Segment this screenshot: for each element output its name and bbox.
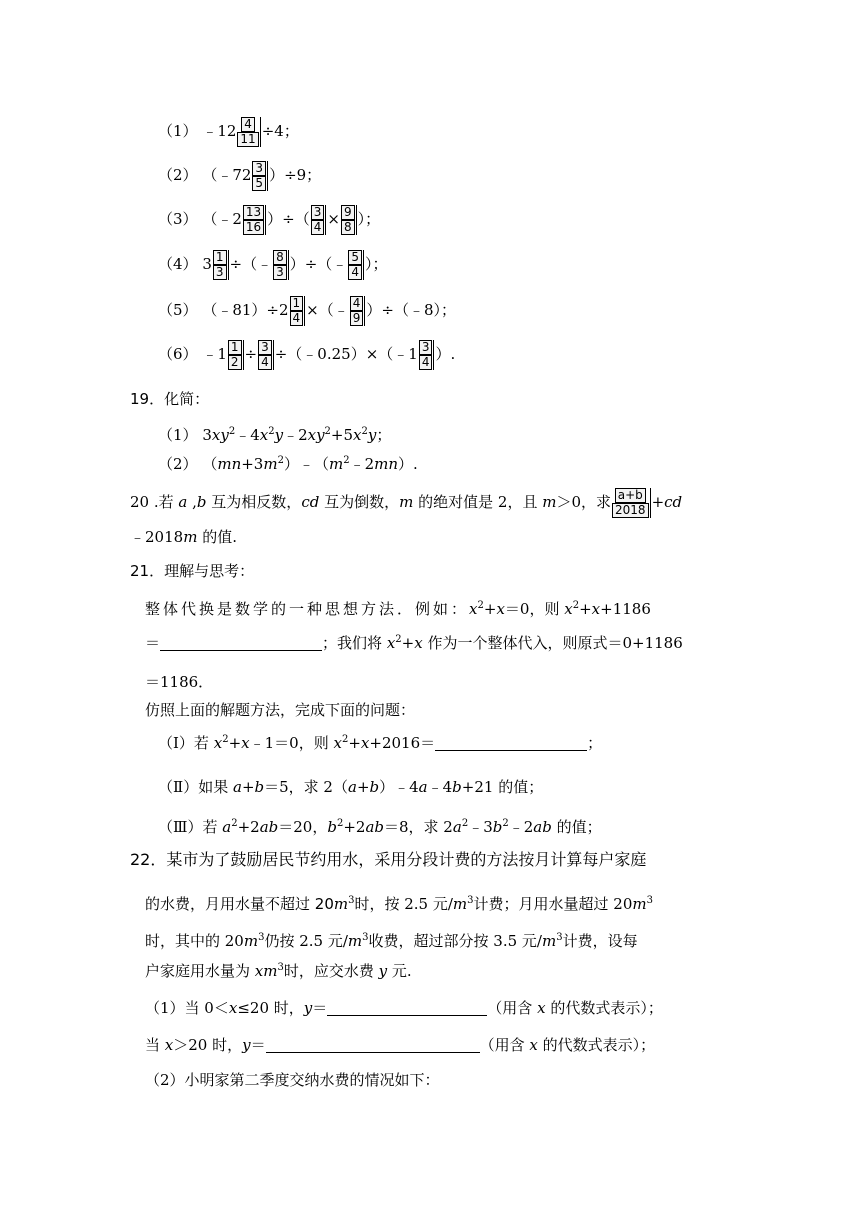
expr-text: ﹣2 xyxy=(349,455,375,473)
q22-text: 收费，超过部分按 3.5 元/ xyxy=(368,932,542,950)
q21-text: +2 xyxy=(237,818,260,836)
q22-text: 计费；月用水量超过 20 xyxy=(473,895,633,913)
q19-title: 19．化简： xyxy=(130,390,210,408)
q22-text: 户家庭用水量为 xyxy=(145,962,251,980)
denominator: 4 xyxy=(290,311,304,326)
expr-text: ）. xyxy=(398,455,418,473)
fraction xyxy=(419,340,435,370)
expr-text: ）÷9； xyxy=(269,166,322,185)
numerator: 3 xyxy=(311,205,325,220)
part-label: （4） xyxy=(158,255,198,274)
fraction xyxy=(273,250,289,280)
q21-text: 的值； xyxy=(556,818,602,836)
q21-text: 整体代换是数学的一种思想方法．例如： xyxy=(145,600,470,618)
denominator: 4 xyxy=(348,265,362,280)
q20-number: 20 .若 xyxy=(130,493,174,512)
expr-text: ﹣1 xyxy=(202,345,227,364)
q22-text: 的代数式表示）； xyxy=(550,999,663,1017)
numerator: 4 xyxy=(241,117,255,132)
numerator: a+b xyxy=(615,488,646,503)
expr-text: （﹣81）÷2 xyxy=(202,301,289,320)
expr-text: ）÷（﹣8）； xyxy=(366,301,457,320)
fraction xyxy=(243,205,266,235)
expr-text: ）÷（﹣ xyxy=(289,255,348,274)
q22-part-1b: 当 x＞20 时，y＝ （用含 x 的代数式表示）； xyxy=(145,1036,656,1054)
q21-text: +1186 xyxy=(600,600,651,618)
q21-text: 作为一个整体代入，则原式＝0+1186 xyxy=(427,634,683,652)
answer-blank[interactable] xyxy=(435,736,587,751)
q22-text: 时，应交水费 xyxy=(283,962,374,980)
q22-text: ＝ xyxy=(250,1036,266,1054)
fraction xyxy=(290,296,306,326)
q22-line-2: 的水费，月用水量不超过 $20m^3$时，按 2.5 元$/m^3$计费；月用水量超过 $20m^3$ xyxy=(145,895,653,913)
denominator: 4 xyxy=(419,355,433,370)
answer-blank[interactable] xyxy=(266,1038,480,1053)
q21-text: ； xyxy=(587,734,603,752)
q18-part-5 xyxy=(158,296,456,326)
q21-text: ﹣3 xyxy=(468,818,493,836)
denominator: 3 xyxy=(213,265,227,280)
denominator: 16 xyxy=(243,220,264,235)
fraction xyxy=(228,340,244,370)
expr-text: ）； xyxy=(357,210,381,229)
q22-part-1: （1）当 0＜x≤20 时，y＝ （用含 x 的代数式表示）； xyxy=(145,999,663,1017)
q21-line-2: ＝ ；我们将 $x^2+x$ 作为一个整体代入，则原式＝0+1186 xyxy=(145,634,683,652)
answer-blank[interactable] xyxy=(327,1001,487,1016)
div-sign: ÷ xyxy=(244,345,258,364)
q22-line-1: 22．某市为了鼓励居民节约用水，采用分段计费的方法按月计算每户家庭 xyxy=(130,850,647,869)
expr-text: ）÷（ xyxy=(267,210,310,229)
q21-text: +2016＝ xyxy=(369,734,436,752)
expr-text: ）﹣（ xyxy=(283,455,329,473)
q22-text: （1）当 0＜ xyxy=(145,999,229,1017)
denominator: 5 xyxy=(252,176,266,191)
q21-text: ﹣1＝0，则 xyxy=(249,734,329,752)
fraction xyxy=(348,250,364,280)
expr-text: ）. xyxy=(435,345,456,364)
q21-line-3: ＝1186． xyxy=(145,673,214,691)
q18-part-2 xyxy=(158,161,321,191)
q22-part-2: （2）小明家第二季度交纳水费的情况如下： xyxy=(145,1071,440,1089)
q20-line-1: 20 .若 a ,b 互为相反数，cd 互为倒数，m 的绝对值是 2，且 m＞0，求 $\frac{a+b}{2018}$ +cd xyxy=(130,488,683,518)
times-sign: × xyxy=(327,210,340,229)
fraction xyxy=(612,488,651,518)
q20-text: ﹣2018 xyxy=(130,528,184,546)
numerator: 13 xyxy=(243,205,264,220)
q21-text: ＝8，求 2 xyxy=(384,818,453,836)
q21-text: ﹣2 xyxy=(508,818,534,836)
q18-part-4 xyxy=(158,250,387,280)
part-label: （3） xyxy=(158,210,198,229)
expr-text: +5 xyxy=(330,426,354,444)
expr-text: ﹣2 xyxy=(283,426,308,444)
numerator: 4 xyxy=(350,296,364,311)
q21-text: （Ⅱ）如果 xyxy=(158,778,229,796)
numerator: 1 xyxy=(213,250,227,265)
q21-text: ；我们将 xyxy=(322,634,383,652)
expr-text: +3 xyxy=(241,455,264,473)
denominator: 2018 xyxy=(612,503,649,518)
fraction xyxy=(252,161,268,191)
fraction xyxy=(350,296,366,326)
q21-title: 21．理解与思考： xyxy=(130,562,255,580)
numerator: 1 xyxy=(228,340,242,355)
expr-text: ÷（﹣0.25）×（﹣1 xyxy=(274,345,418,364)
expr-text: ÷4； xyxy=(261,122,299,141)
expr-text: ）； xyxy=(364,255,388,274)
fraction xyxy=(311,205,327,235)
q21-text: ＝5，求 2（ xyxy=(264,778,348,796)
expr-text: ÷（﹣ xyxy=(229,255,273,274)
q20-text: + xyxy=(651,493,665,512)
part-label: （1） xyxy=(158,122,198,141)
denominator: 11 xyxy=(237,132,258,147)
numerator: 8 xyxy=(273,250,287,265)
q20-text: ＞0，求 xyxy=(556,493,612,512)
q20-text: 互为相反数， xyxy=(211,493,302,512)
q21-text: ＝20， xyxy=(278,818,328,836)
denominator: 4 xyxy=(258,355,272,370)
q22-text: 的代数式表示）； xyxy=(542,1036,656,1054)
numerator: 9 xyxy=(341,205,355,220)
numerator: 3 xyxy=(252,161,266,176)
q19-part-1: （1） $3xy^2﹣4x^2y﹣2xy^2+5x^2y$； xyxy=(158,426,392,444)
expr-text: ； xyxy=(376,426,392,444)
numerator: 1 xyxy=(290,296,304,311)
expr-text: （﹣2 xyxy=(202,210,242,229)
fraction xyxy=(213,250,229,280)
q22-text: 元. xyxy=(391,962,412,980)
q22-text: ＝ xyxy=(312,999,328,1017)
expr-text: （ xyxy=(202,455,218,473)
q19-part-2: （2） $(mn+3m^2)﹣(m^2﹣2mn)$. xyxy=(158,455,418,473)
expr-text: 3 xyxy=(202,426,212,444)
q22-text: 仍按 2.5 元/ xyxy=(264,932,348,950)
q22-text: ≤20 时， xyxy=(237,999,304,1017)
expr-text: ﹣12 xyxy=(202,122,237,141)
q22-text: 当 xyxy=(145,1036,161,1054)
q21-text: ＝ xyxy=(145,634,161,652)
q21-text: ﹣4 xyxy=(427,778,453,796)
q22-text: ＞20 时， xyxy=(173,1036,243,1054)
expr-text: ×（﹣ xyxy=(306,301,349,320)
q21-part-i: （Ⅰ）若 $x^2+x﹣1=0$，则 $x^2+x+2016=$ ； xyxy=(158,734,603,752)
expr-text: ﹣4 xyxy=(235,426,260,444)
q21-text: ）﹣4 xyxy=(379,778,419,796)
part-label: （2） xyxy=(158,166,198,185)
expr-text: 3 xyxy=(202,255,212,274)
q22-text: 时，按 2.5 元/ xyxy=(354,895,453,913)
q21-part-iii: （Ⅲ）若 $a^2+2ab=20$，$b^2+2ab=8$，求 $2a^2﹣3b^2﹣2ab$ 的值； xyxy=(158,818,602,836)
fraction xyxy=(341,205,357,235)
part-label: （5） xyxy=(158,301,198,320)
q21-part-ii: （Ⅱ）如果 a+b＝5，求 2（a+b）﹣4a﹣4b+21 的值； xyxy=(158,778,544,796)
q22-text: （用含 xyxy=(479,1036,525,1054)
q20-text: 互为倒数， xyxy=(324,493,400,512)
q22-line-3: 时，其中的 $20m^3$仍按 2.5 元$/m^3$收费，超过部分按 3.5 元$/m^3$计费，设每 xyxy=(145,932,638,950)
numerator: 5 xyxy=(348,250,362,265)
q18-part-3 xyxy=(158,205,380,235)
q18-part-6 xyxy=(158,340,455,370)
part-label: （1） xyxy=(158,426,198,444)
q21-text: +21 的值； xyxy=(461,778,544,796)
q21-text: （Ⅰ）若 xyxy=(158,734,209,752)
expr-text: （﹣72 xyxy=(202,166,252,185)
numerator: 3 xyxy=(419,340,433,355)
q21-text: （Ⅲ）若 xyxy=(158,818,218,836)
denominator: 9 xyxy=(350,311,364,326)
q22-text: （用含 xyxy=(487,999,533,1017)
denominator: 2 xyxy=(228,355,242,370)
q20-line-2: ﹣2018m 的值. xyxy=(130,528,237,546)
q21-line-1: 整体代换是数学的一种思想方法．例如：$x^2+x=0$，则 $x^2+x+1186$ xyxy=(145,600,651,618)
q20-text: 的绝对值是 2，且 xyxy=(418,493,538,512)
part-label: （2） xyxy=(158,455,198,473)
denominator: 4 xyxy=(311,220,325,235)
numerator: 3 xyxy=(258,340,272,355)
fraction xyxy=(258,340,274,370)
answer-blank[interactable] xyxy=(160,636,322,651)
q21-line-4: 仿照上面的解题方法，完成下面的问题： xyxy=(145,701,416,719)
q20-text: 的值. xyxy=(202,528,237,546)
q22-text: 时，其中的 20 xyxy=(145,932,244,950)
q18-part-1 xyxy=(158,117,299,147)
denominator: 8 xyxy=(341,220,355,235)
fraction xyxy=(237,117,260,147)
q22-text: 的水费，月用水量不超过 20 xyxy=(145,895,334,913)
q22-text: 计费，设每 xyxy=(562,932,638,950)
part-label: （6） xyxy=(158,345,198,364)
q21-text: ＝0，则 xyxy=(504,600,560,618)
q22-line-4: 户家庭用水量为 $xm^3$时，应交水费 y 元. xyxy=(145,962,412,980)
denominator: 3 xyxy=(273,265,287,280)
